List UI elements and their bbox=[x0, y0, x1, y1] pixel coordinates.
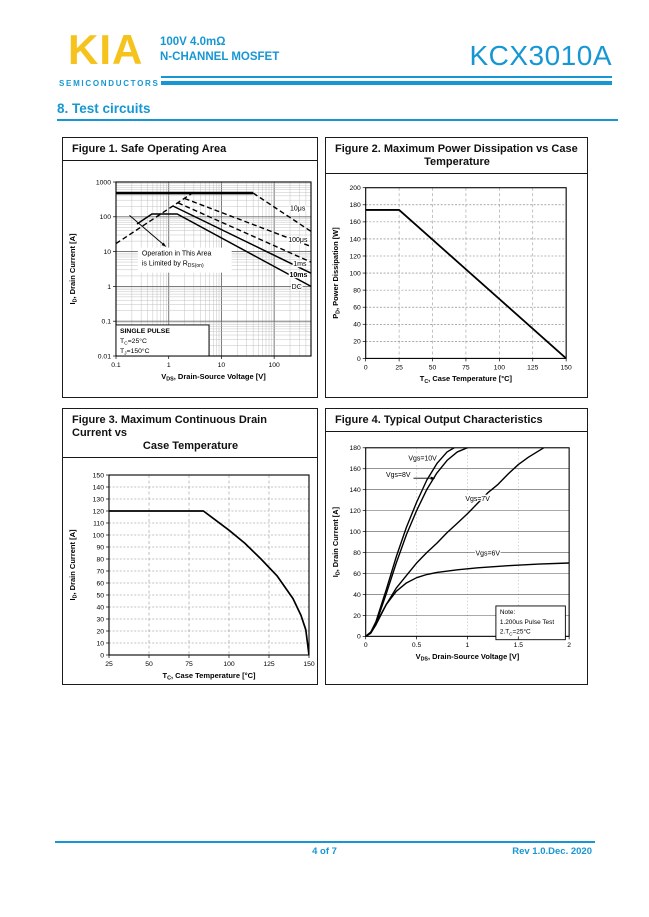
svg-text:125: 125 bbox=[527, 364, 539, 372]
figure-3-chart bbox=[63, 458, 317, 685]
product-subtitle-line1: 100V 4.0mΩ bbox=[160, 36, 226, 48]
svg-text:25: 25 bbox=[395, 364, 403, 372]
svg-text:75: 75 bbox=[185, 661, 193, 668]
fig3-svg bbox=[63, 459, 317, 685]
svg-text:SINGLE PULSE: SINGLE PULSE bbox=[120, 327, 170, 335]
svg-text:0: 0 bbox=[363, 364, 368, 372]
figure-4-title-line1: Figure 4. Typical Output Characteristics bbox=[335, 414, 543, 426]
svg-text:1: 1 bbox=[107, 283, 111, 291]
figure-4-title bbox=[326, 409, 587, 432]
svg-text:120: 120 bbox=[349, 253, 361, 261]
svg-text:TC=25°C: $T_C=25^\circ C$ bbox=[120, 337, 147, 347]
svg-text:0: 0 bbox=[356, 633, 361, 641]
fig2-svg bbox=[326, 175, 587, 389]
svg-text:TJ=150°C: $T_J=150^\circ C$ bbox=[120, 347, 150, 357]
svg-text:0.1: 0.1 bbox=[101, 318, 111, 326]
svg-text:80: 80 bbox=[353, 549, 361, 557]
figure-1-chart bbox=[63, 161, 317, 392]
svg-text:2: 2 bbox=[567, 642, 572, 650]
svg-text:10: 10 bbox=[96, 640, 104, 648]
page-number: 4 of 7 bbox=[312, 846, 337, 857]
footer-rule bbox=[55, 841, 595, 843]
svg-text:ID, Drain Current [A]: $I_D$, Drain Current [A] bbox=[68, 233, 79, 305]
svg-text:140: 140 bbox=[349, 487, 361, 495]
svg-text:10μs: 10μs bbox=[290, 205, 306, 213]
svg-text:100: 100 bbox=[223, 661, 235, 668]
svg-text:Note:: Note: bbox=[499, 608, 516, 616]
header-rule-thin bbox=[161, 76, 612, 78]
logo-subtext: SEMICONDUCTORS bbox=[59, 79, 160, 88]
figure-1-title-line1: Figure 1. Safe Operating Area bbox=[72, 143, 227, 155]
figure-3-title-line1: Figure 3. Maximum Continuous Drain Current vs bbox=[72, 414, 267, 439]
figure-4-chart bbox=[326, 432, 587, 667]
svg-text:100: 100 bbox=[493, 364, 505, 372]
figure-3-title-line2: Case Temperature bbox=[142, 440, 239, 452]
svg-text:110: 110 bbox=[93, 520, 104, 528]
svg-text:40: 40 bbox=[353, 591, 361, 599]
svg-text:1000: 1000 bbox=[95, 179, 111, 187]
svg-text:is Limited by RDS(on): is Limited by $R_{DS(on)}$ bbox=[141, 260, 204, 270]
svg-text:50: 50 bbox=[428, 364, 437, 372]
svg-text:TC, Case Temperature [°C]: $T_C$, Case Temperature [°C] bbox=[162, 671, 256, 682]
svg-text:2.TC=25°C: $2.T_C=25^\circ C$ bbox=[499, 628, 531, 637]
svg-text:130: 130 bbox=[92, 496, 104, 504]
fig1-svg bbox=[63, 162, 317, 392]
svg-text:0: 0 bbox=[356, 355, 361, 363]
section-heading: 8. Test circuits bbox=[57, 101, 618, 121]
svg-text:10ms: 10ms bbox=[289, 272, 308, 280]
svg-text:60: 60 bbox=[96, 580, 104, 588]
figure-2-chart bbox=[326, 174, 587, 389]
svg-text:Vgs=8V: Vgs=8V bbox=[386, 472, 411, 480]
svg-text:140: 140 bbox=[349, 236, 361, 244]
svg-text:90: 90 bbox=[96, 544, 104, 552]
svg-text:140: 140 bbox=[92, 484, 104, 492]
svg-text:50: 50 bbox=[145, 661, 153, 668]
svg-text:PD, Power Dissipation [W]: $P_D$, Power Dissipation [W] bbox=[330, 227, 342, 319]
svg-text:20: 20 bbox=[353, 612, 361, 620]
svg-text:100: 100 bbox=[92, 532, 104, 540]
svg-text:50: 50 bbox=[96, 592, 104, 600]
svg-text:100: 100 bbox=[349, 270, 361, 278]
figure-2-title-line2: Temperature bbox=[424, 156, 490, 168]
svg-text:1ms: 1ms bbox=[293, 261, 307, 269]
svg-text:100: 100 bbox=[349, 528, 361, 536]
svg-text:1.5: 1.5 bbox=[513, 642, 523, 650]
figure-2-title bbox=[326, 138, 587, 174]
svg-text:Vgs=10V: Vgs=10V bbox=[408, 455, 437, 463]
svg-text:10: 10 bbox=[103, 249, 111, 256]
svg-text:0.5: 0.5 bbox=[411, 642, 422, 650]
figure-2-box bbox=[325, 137, 588, 398]
revision-label: Rev 1.0.Dec. 2020 bbox=[512, 846, 592, 857]
svg-text:160: 160 bbox=[349, 466, 361, 474]
svg-text:Vgs=7V: Vgs=7V bbox=[465, 496, 490, 504]
svg-text:25: 25 bbox=[105, 661, 113, 668]
svg-text:1.200us Pulse Test: 1.200us Pulse Test bbox=[499, 618, 555, 626]
svg-text:Vgs=6V: Vgs=6V bbox=[475, 550, 501, 558]
svg-text:70: 70 bbox=[96, 568, 104, 576]
product-subtitle-line2: N-CHANNEL MOSFET bbox=[160, 51, 280, 63]
svg-text:180: 180 bbox=[349, 202, 361, 210]
svg-text:80: 80 bbox=[96, 556, 104, 564]
svg-text:200: 200 bbox=[349, 185, 361, 193]
figure-1-box bbox=[62, 137, 318, 398]
svg-text:0.01: 0.01 bbox=[97, 353, 111, 361]
svg-text:160: 160 bbox=[349, 219, 361, 227]
svg-text:150: 150 bbox=[92, 472, 104, 480]
svg-text:ID, Drain Current [A]: $I_D$, Drain Current [A] bbox=[330, 506, 342, 578]
figure-3-box bbox=[62, 408, 318, 685]
figure-1-title bbox=[63, 138, 317, 161]
svg-text:VDS, Drain-Source Voltage [V]: $V_{DS}$, Drain-Source Voltage [V] bbox=[161, 372, 266, 383]
svg-text:100: 100 bbox=[99, 214, 111, 222]
svg-text:40: 40 bbox=[353, 321, 361, 329]
part-number: KCX3010A bbox=[469, 40, 612, 71]
svg-text:150: 150 bbox=[560, 364, 572, 372]
svg-text:80: 80 bbox=[353, 287, 361, 295]
svg-text:120: 120 bbox=[92, 508, 104, 516]
product-subtitle bbox=[160, 35, 279, 65]
svg-text:20: 20 bbox=[353, 338, 361, 346]
svg-text:100: 100 bbox=[268, 362, 280, 369]
header-rule-thick bbox=[161, 81, 612, 85]
svg-text:10: 10 bbox=[217, 362, 226, 369]
figure-2-title-line1: Figure 2. Maximum Power Dissipation vs Case bbox=[335, 143, 578, 155]
svg-text:75: 75 bbox=[462, 364, 470, 372]
svg-text:1: 1 bbox=[166, 362, 171, 369]
svg-text:150: 150 bbox=[303, 661, 315, 668]
svg-text:0: 0 bbox=[363, 642, 368, 650]
svg-text:125: 125 bbox=[263, 661, 275, 668]
svg-text:ID, Drain Current [A]: $I_D$, Drain Current [A] bbox=[68, 529, 79, 601]
kia-logo: KIA bbox=[68, 26, 144, 73]
svg-text:0.1: 0.1 bbox=[111, 362, 121, 369]
svg-text:30: 30 bbox=[96, 616, 104, 624]
svg-text:1: 1 bbox=[465, 642, 470, 650]
svg-text:60: 60 bbox=[353, 570, 361, 578]
svg-text:20: 20 bbox=[96, 628, 104, 636]
svg-text:100μs: 100μs bbox=[288, 236, 308, 244]
figure-3-title bbox=[63, 409, 317, 458]
svg-text:40: 40 bbox=[96, 604, 104, 612]
svg-text:120: 120 bbox=[349, 508, 361, 516]
svg-text:TC, Case Temperature [°C]: $T_C$, Case Temperature [°C] bbox=[419, 374, 513, 385]
svg-text:180: 180 bbox=[349, 445, 361, 453]
svg-text:0: 0 bbox=[100, 652, 104, 660]
svg-text:DC: DC bbox=[291, 283, 302, 291]
svg-text:60: 60 bbox=[353, 304, 361, 312]
fig4-svg bbox=[326, 433, 587, 667]
svg-text:Operation in This Area: Operation in This Area bbox=[141, 250, 212, 258]
svg-text:VDS, Drain-Source Voltage [V]: $V_{DS}$, Drain-Source Voltage [V] bbox=[415, 652, 520, 663]
figure-4-box bbox=[325, 408, 588, 685]
